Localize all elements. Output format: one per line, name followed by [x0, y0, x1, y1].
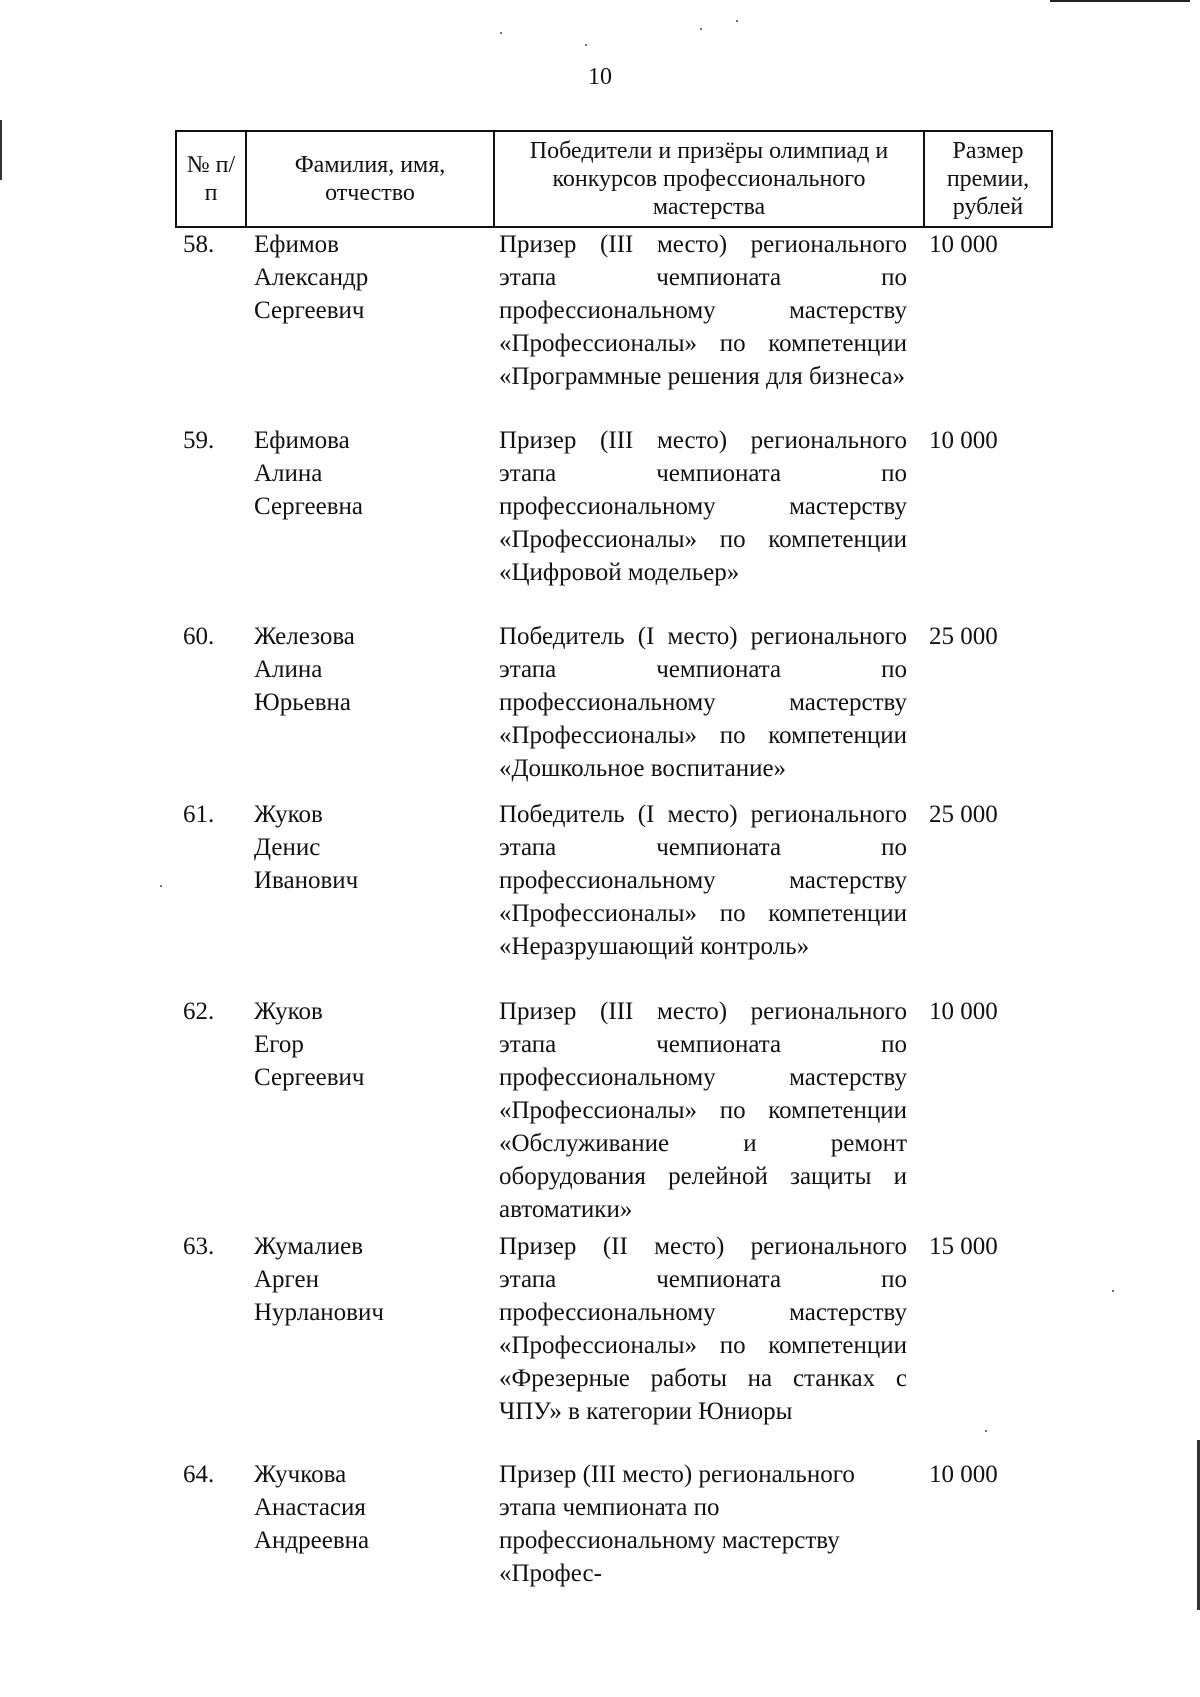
achievement-description: Победитель (I место) регионального этапа чемпионата по профессиональному мастерству «Профессионалы» по компетенции «Неразрушающий контроль»	[499, 801, 907, 960]
achievement-description: Призер (III место) регионального этапа чемпионата по профессиональному мастерству «Профессионалы» по компетенции «Программные решения для бизнеса»	[499, 231, 907, 390]
row-number: 59.	[183, 427, 215, 454]
prize-amount: 25 000	[929, 801, 998, 828]
row-number: 63.	[183, 1233, 215, 1260]
achievement-description: Призер (III место) регионального этапа чемпионата по профессиональному мастерству «Профессионалы» по компетенции «Цифровой модельер»	[499, 427, 907, 586]
full-name	[254, 620, 484, 719]
scan-speck	[985, 1430, 987, 1432]
row-number: 60.	[183, 623, 215, 650]
first-name: Денис	[254, 834, 321, 861]
first-name: Алина	[254, 656, 323, 683]
first-name: Александр	[254, 264, 369, 291]
surname: Жумалиев	[254, 1233, 364, 1260]
header-achievement: Победители и призёры олимпиад и конкурсов профессионального мастерства	[494, 131, 924, 227]
first-name: Алина	[254, 460, 323, 487]
scan-speck	[500, 32, 502, 34]
full-name	[254, 228, 484, 327]
surname: Ефимов	[254, 231, 339, 258]
row-number: 62.	[183, 998, 215, 1025]
achievement-description: Призер (III место) регионального этапа чемпионата по профессиональному мастерству «Профес-	[499, 1461, 855, 1587]
prize-amount: 25 000	[929, 623, 998, 650]
patronymic: Иванович	[254, 867, 359, 894]
full-name	[254, 1230, 484, 1329]
scan-speck	[160, 885, 162, 887]
patronymic: Сергеевич	[254, 297, 365, 324]
surname: Жучкова	[254, 1461, 347, 1488]
header-prize: Размер премии, рублей	[924, 131, 1052, 227]
header-full-name: Фамилия, имя, отчество	[246, 131, 494, 227]
first-name: Анастасия	[254, 1494, 366, 1521]
patronymic: Андреевна	[254, 1527, 370, 1554]
prize-amount: 10 000	[929, 998, 998, 1025]
scan-speck	[736, 20, 738, 22]
achievement-description: Победитель (I место) регионального этапа чемпионата по профессиональному мастерству «Профессионалы» по компетенции «Дошкольное воспитание»	[499, 623, 907, 782]
row-number: 61.	[183, 801, 215, 828]
patronymic: Нурланович	[254, 1299, 384, 1326]
full-name	[254, 424, 484, 523]
prize-amount: 10 000	[929, 231, 998, 258]
row-number: 64.	[183, 1461, 215, 1488]
scan-speck	[585, 44, 587, 46]
table-header	[175, 130, 1053, 228]
surname: Жуков	[254, 998, 323, 1025]
achievement-description: Призер (III место) регионального этапа чемпионата по профессиональному мастерству «Профессионалы» по компетенции «Обслуживание и ремонт оборудования релейной защиты и автоматики»	[499, 998, 907, 1223]
row-number: 58.	[183, 231, 215, 258]
page-number: 10	[588, 64, 612, 90]
header-number: № п/п	[176, 131, 246, 227]
achievement-description: Призер (II место) регионального этапа чемпионата по профессиональному мастерству «Профессионалы» по компетенции «Фрезерные работы на станках с ЧПУ» в категории Юниоры	[499, 1233, 907, 1425]
full-name	[254, 1458, 484, 1557]
prize-amount: 10 000	[929, 1461, 998, 1488]
scan-speck	[1112, 1290, 1114, 1292]
patronymic: Юрьевна	[254, 689, 351, 716]
full-name	[254, 798, 484, 897]
surname: Жуков	[254, 801, 323, 828]
patronymic: Сергеевич	[254, 1064, 365, 1091]
surname: Ефимова	[254, 427, 350, 454]
first-name: Егор	[254, 1031, 304, 1058]
first-name: Арген	[254, 1266, 319, 1293]
surname: Железова	[254, 623, 355, 650]
full-name	[254, 995, 484, 1094]
scan-edge-line	[0, 120, 2, 180]
prize-amount: 15 000	[929, 1233, 998, 1260]
patronymic: Сергеевна	[254, 493, 363, 520]
scan-speck	[700, 28, 702, 30]
prize-amount: 10 000	[929, 427, 998, 454]
scan-edge-line	[1050, 0, 1190, 2]
